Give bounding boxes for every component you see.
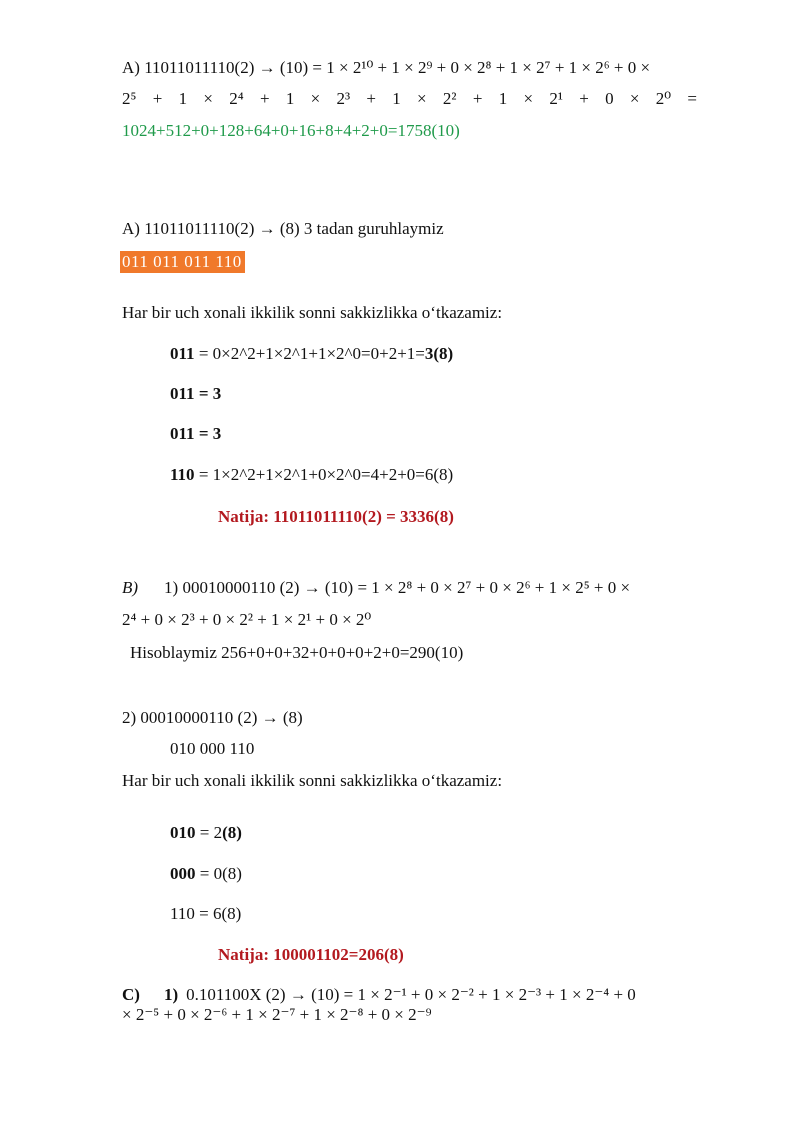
equation-token: × — [629, 89, 640, 108]
sectionB-formula: 1) 00010000110 (2) → (10) = 1 × 2⁸ + 0 × 2⁷ + 0 × 2⁶ + 1 × 2⁵ + 0 × — [164, 578, 631, 597]
equation-token: + — [366, 89, 376, 108]
sectionA-calc-1 — [170, 344, 453, 364]
equation-token: × — [417, 89, 427, 108]
sectionA-calc-2 — [170, 384, 221, 404]
sectionA-groups-highlight — [120, 252, 245, 272]
calc-result: 3(8) — [424, 344, 454, 363]
equation-token: 1 — [178, 89, 188, 108]
calc-text: = 3 — [194, 424, 222, 443]
equation-token: + — [579, 89, 589, 108]
sectionA-octal-title: A) 11011011110(2) → (8) 3 tadan guruhlaymiz — [122, 219, 444, 238]
equation-token: + — [472, 89, 483, 108]
sectionB-result: Natija: 100001102=206(8) — [218, 945, 404, 964]
equation-token: 2⁵ — [122, 89, 137, 108]
equation-token: 2⁴ — [229, 89, 244, 108]
sectionC-num: 1) — [163, 985, 179, 1004]
sectionA-result: Natija: 11011011110(2) = 3336(8) — [218, 507, 454, 526]
equation-token: + — [152, 89, 163, 108]
sectionB-line2: 2⁴ + 0 × 2³ + 0 × 2² + 1 × 2¹ + 0 × 2⁰ — [122, 610, 372, 629]
calc-binary: 010 — [170, 823, 196, 842]
sectionB-calc-2 — [170, 864, 242, 884]
sectionB-groups: 010 000 110 — [170, 739, 255, 758]
calc-base: (8) — [222, 823, 242, 842]
sectionB-calc-1 — [170, 823, 242, 843]
sectionA-line3: 1024+512+0+128+64+0+16+8+4+2+0=1758(10) — [122, 121, 460, 140]
equation-token: × — [203, 89, 213, 108]
calc-text: = 3 — [194, 384, 222, 403]
equation-token: 1 — [392, 89, 401, 108]
sectionB-line1 — [122, 578, 630, 598]
sectionA-line2 — [122, 89, 697, 109]
equation-token: + — [259, 89, 270, 108]
equation-token: = — [687, 89, 697, 108]
sectionB-line3: Hisoblaymiz 256+0+0+32+0+0+0+2+0=290(10) — [130, 643, 464, 662]
calc-binary: 110 — [170, 465, 195, 484]
calc-binary: 011 — [170, 384, 195, 403]
sectionC-label: C) — [122, 985, 140, 1004]
equation-token: 2¹ — [549, 89, 563, 108]
sectionA-calc-3 — [170, 424, 221, 444]
sectionC-formula: 0.101100X (2) → (10) = 1 × 2⁻¹ + 0 × 2⁻² + 1 × 2⁻³ + 1 × 2⁻⁴ + 0 — [186, 985, 636, 1004]
sectionB-calc-3: 110 = 6(8) — [170, 904, 242, 923]
sectionA-line1: A) 11011011110(2) → (10) = 1 × 2¹⁰ + 1 × 2⁹ + 0 × 2⁸ + 1 × 2⁷ + 1 × 2⁶ + 0 × — [122, 58, 651, 77]
calc-text: = 0×2^2+1×2^1+1×2^0=0+2+1= — [194, 344, 425, 363]
calc-binary: 000 — [170, 864, 196, 883]
equation-token: 0 — [605, 89, 614, 108]
equation-token: 2³ — [336, 89, 351, 108]
sectionC-line1 — [122, 985, 636, 1005]
calc-binary: 011 — [170, 424, 195, 443]
calc-text: = 2 — [195, 823, 223, 842]
sectionB-explain: Har bir uch xonali ikkilik sonni sakkizlikka o‘tkazamiz: — [122, 771, 503, 790]
sectionA-explain: Har bir uch xonali ikkilik sonni sakkizlikka o‘tkazamiz: — [122, 303, 503, 322]
equation-token: 2² — [442, 89, 457, 108]
sectionB-label: B) — [122, 578, 139, 597]
sectionB-part2-title: 2) 00010000110 (2) → (8) — [122, 708, 303, 727]
equation-token: 1 — [285, 89, 295, 108]
sectionC-line2: × 2⁻⁵ + 0 × 2⁻⁶ + 1 × 2⁻⁷ + 1 × 2⁻⁸ + 0 × 2⁻⁹ — [122, 1005, 432, 1024]
equation-token: 2⁰ — [655, 89, 672, 108]
calc-text: = 0(8) — [195, 864, 242, 883]
calc-binary: 011 — [170, 344, 195, 363]
equation-token: 1 — [498, 89, 508, 108]
calc-text: = 1×2^2+1×2^1+0×2^0=4+2+0=6(8) — [194, 465, 454, 484]
equation-token: × — [523, 89, 534, 108]
highlighted-groups: 011 011 011 110 — [120, 251, 245, 273]
equation-token: × — [310, 89, 321, 108]
sectionA-calc-4 — [170, 465, 453, 485]
